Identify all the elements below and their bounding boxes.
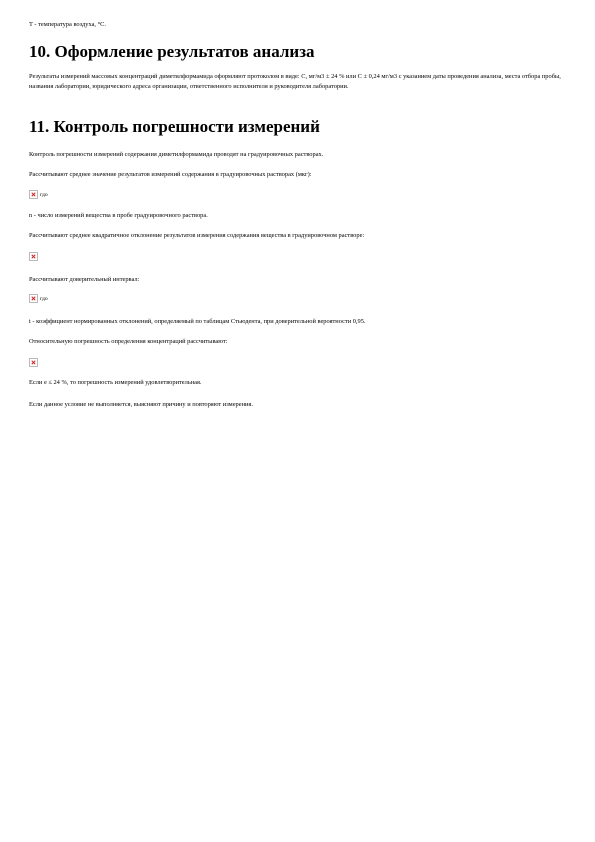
broken-image-icon bbox=[29, 190, 38, 199]
section-10-paragraph: Результаты измерений массовых концентраций диметилформамида оформляют протоколом в виде: С, мг/м3 ± 24 % или С ± 0,24 мг/м3 с указанием даты проведения анализа, места отбора пробы, названия лаборатории, юридического адреса организации, ответственного исполнителя и руководителя лаборатории. bbox=[29, 73, 561, 90]
control-paragraph: Контроль погрешности измерений содержания диметилформамида проводят на градуировочных растворах. bbox=[29, 151, 324, 158]
broken-image-icon bbox=[29, 358, 38, 367]
repeat-paragraph: Если данное условие не выполняется, выясняют причину и повторяют измерения. bbox=[29, 401, 253, 408]
broken-image-icon bbox=[29, 252, 38, 261]
broken-image-icon bbox=[29, 294, 38, 303]
t-coefficient-definition: t - коэффициент нормированных отклонений, определяемый по таблицам Стьюдента, при доверительной вероятности 0,95. bbox=[29, 318, 366, 325]
std-formula-image bbox=[29, 252, 38, 261]
mean-formula-image bbox=[29, 190, 48, 199]
std-deviation-paragraph: Рассчитывают среднее квадратичное отклонение результатов измерения содержания вещества в градуировочном растворе: bbox=[29, 232, 365, 239]
section-11-heading: 11. Контроль погрешности измерений bbox=[29, 117, 320, 136]
confidence-interval-paragraph: Рассчитывают доверительный интервал: bbox=[29, 276, 140, 283]
n-definition: n - число измерений вещества в пробе градуировочного раствора. bbox=[29, 212, 208, 219]
interval-formula-image bbox=[29, 294, 48, 303]
mean-paragraph: Рассчитывают среднее значение результатов измерений содержания в градуировочных растворах (мкг): bbox=[29, 171, 312, 178]
condition-paragraph: Если e ≤ 24 %, то погрешность измерений удовлетворительная. bbox=[29, 379, 202, 386]
relative-error-paragraph: Относительную погрешность определения концентраций рассчитывают: bbox=[29, 338, 228, 345]
section-10-heading: 10. Оформление результатов анализа bbox=[29, 42, 315, 61]
temperature-note: T - температура воздуха, °С. bbox=[29, 21, 107, 28]
formula-image-label: гдо bbox=[40, 192, 48, 198]
formula-image-label: гдо bbox=[40, 296, 48, 302]
relative-error-formula-image bbox=[29, 358, 38, 367]
